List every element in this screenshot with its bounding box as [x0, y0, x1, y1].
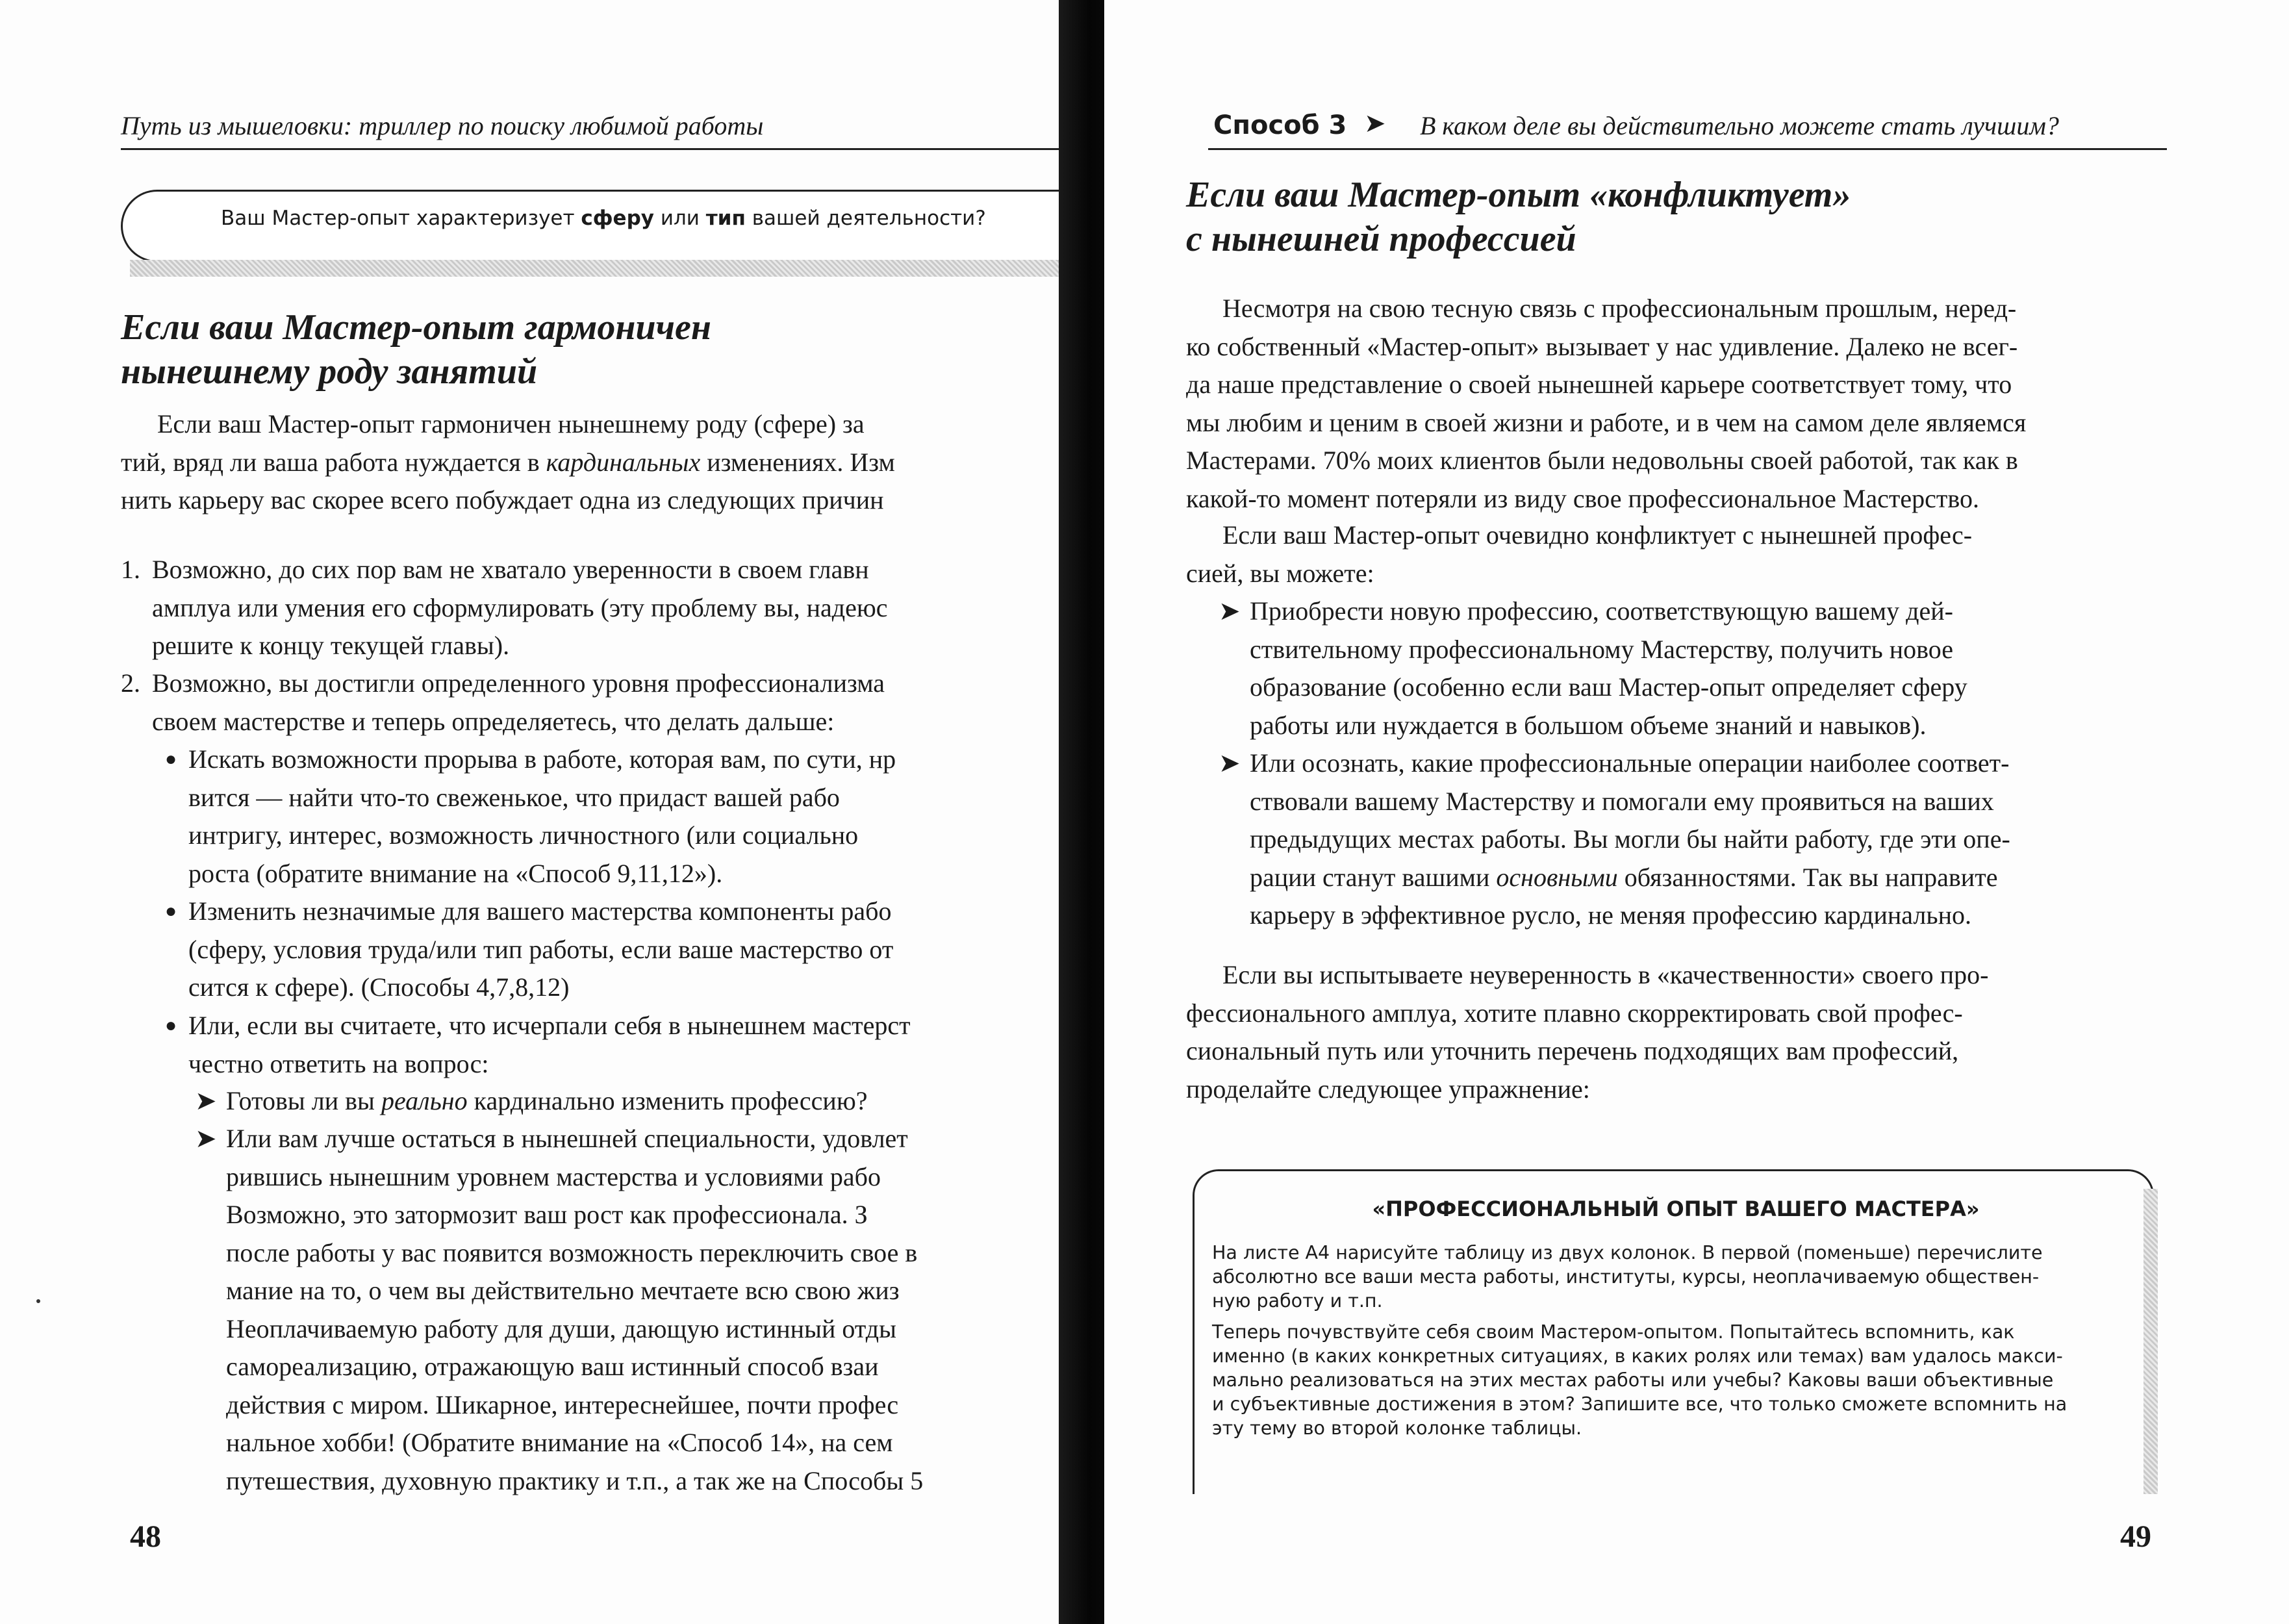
text-line: ствительному профессиональному Мастерству, получить новое: [1250, 634, 1953, 664]
text-run: тий, вряд ли ваша работа нуждается в: [121, 447, 546, 477]
text-line: абсолютно все ваши места работы, институты, курсы, неоплачиваемую обществен-: [1212, 1266, 2040, 1288]
text-line: ствовали вашему Мастерству и помогали ему проявиться на ваших: [1250, 786, 1994, 816]
text-line: сится к сфере). (Способы 4,7,8,12): [188, 972, 570, 1002]
arrow-bullet-icon: ➤: [195, 1086, 217, 1115]
arrow-bullet-icon: ➤: [195, 1124, 217, 1153]
italic-run: основными: [1496, 862, 1618, 892]
right-header-rule: [1208, 148, 2167, 150]
text-line: Или, если вы считаете, что исчерпали себя в нынешнем мастерст: [188, 1011, 911, 1040]
text-line: Возможно, до сих пор вам не хватало уверенности в своем главн: [152, 555, 869, 584]
text-line: Несмотря на свою тесную связь с профессиональным прошлым, неред-: [1222, 294, 2017, 323]
text-line: мание на то, о чем вы действительно мечтаете всю свою жиз: [226, 1276, 900, 1305]
arrow-bullet-icon: ➤: [1219, 748, 1241, 778]
callout-text-1: Ваш Мастер-опыт характеризует: [221, 207, 581, 230]
text-line: Или осознать, какие профессиональные операции наиболее соответ-: [1250, 748, 2010, 778]
right-section-heading: [1186, 173, 1851, 261]
text-line: Изменить незначимые для вашего мастерства компоненты рабо: [188, 896, 892, 926]
right-arrow-item-1: [1219, 592, 1967, 744]
exercise-paragraph-1: [1212, 1241, 2042, 1313]
text-run: изменениях. Изм: [700, 447, 895, 477]
bullet-dot: ●: [165, 900, 177, 922]
text-line: образование (особенно если ваш Мастер-опыт определяет сферу: [1250, 672, 1967, 702]
text-line: ко собственный «Мастер-опыт» вызывает у нас удивление. Далеко не всег-: [1186, 331, 2018, 361]
text-line: [1250, 859, 2010, 897]
bullet-item-1: [165, 741, 896, 893]
text-line: мы любим и ценим в своей жизни и работе, и в чем на самом деле являемся: [1186, 407, 2027, 437]
callout-text-3: вашей деятельности?: [745, 207, 986, 230]
text-line: Возможно, вы достигли определенного уровня профессионализма: [152, 668, 885, 698]
chapter-arrow-icon: ➤: [1364, 108, 1386, 138]
text-line: предыдущих местах работы. Вы могли бы найти работу, где эти опе-: [1250, 824, 2010, 854]
left-page: [0, 0, 1065, 1624]
text-line: На листе А4 нарисуйте таблицу из двух колонок. В первой (поменьше) перечислите: [1212, 1242, 2043, 1263]
text-line: честно ответить на вопрос:: [188, 1048, 489, 1078]
text-run: кардинально изменить профессию?: [467, 1086, 868, 1115]
text-line: Искать возможности прорыва в работе, которая вам, по сути, нр: [188, 744, 896, 774]
left-heading-line: Если ваш Мастер-опыт гармоничен: [121, 307, 711, 348]
text-line: [121, 444, 895, 482]
left-page-number: 48: [130, 1519, 161, 1554]
callout-shadow: [130, 260, 1065, 277]
right-page: [1104, 0, 2289, 1624]
numbered-item-2: [121, 665, 885, 741]
callout-bold-type: тип: [705, 207, 746, 230]
bullet-item-2: [165, 893, 893, 1007]
text-line: роста (обратите внимание на «Способ 9,11,12»).: [188, 858, 723, 888]
text-line: фессионального амплуа, хотите плавно скорректировать свой профес-: [1186, 998, 1963, 1028]
left-heading-line: нынешнему роду занятий: [121, 351, 538, 392]
left-header-rule: [121, 148, 1065, 150]
chapter-label: Способ 3: [1213, 110, 1347, 140]
italic-run: реально: [381, 1086, 468, 1115]
text-line: Неоплачиваемую работу для души, дающую истинный отды: [226, 1313, 897, 1343]
left-section-heading: [121, 305, 711, 394]
text-line: действия с миром. Шикарное, интереснейшее, почти профес: [226, 1389, 899, 1419]
text-line: решите к концу текущей главы).: [152, 631, 510, 660]
arrow-item-2: [195, 1120, 923, 1500]
text-run: обязанностями. Так вы направите: [1617, 862, 1998, 892]
arrow-item-1: [195, 1082, 867, 1121]
scan-speck: [36, 1299, 40, 1303]
right-paragraph-2: [1186, 516, 1972, 592]
text-line: сиональный путь или уточнить перечень подходящих вам профессий,: [1186, 1036, 1959, 1065]
right-heading-line: с нынешней профессией: [1186, 219, 1576, 259]
text-line: Или вам лучше остаться в нынешней специальности, удовлет: [226, 1124, 908, 1153]
right-paragraph-1: [1186, 290, 2026, 518]
numbered-item-1: [121, 551, 888, 665]
text-line: Мастерами. 70% моих клиентов были недовольны своей работой, так как в: [1186, 446, 2018, 475]
text-line: и субъективные достижения в этом? Запишите все, что только сможете вспомнить на: [1212, 1393, 2068, 1415]
text-line: какой-то момент потеряли из виду свое профессиональное Мастерство.: [1186, 483, 1980, 513]
text-line: амплуа или умения его сформулировать (эту проблему вы, надеюс: [152, 592, 888, 622]
bullet-item-3: [165, 1007, 911, 1083]
left-running-head: Путь из мышеловки: триллер по поиску любимой работы: [121, 111, 764, 140]
text-line: Возможно, это затормозит ваш рост как профессионала. З: [226, 1200, 868, 1229]
text-line: проделайте следующее упражнение:: [1186, 1074, 1590, 1104]
text-line: Если ваш Мастер-опыт очевидно конфликтует с нынешней профес-: [1222, 520, 1973, 550]
text-line: нить карьеру вас скорее всего побуждает одна из следующих причин: [121, 485, 884, 514]
right-arrow-item-2: [1219, 744, 2010, 935]
chapter-title: В каком деле вы действительно можете стать лучшим?: [1420, 111, 2059, 140]
text-line: да наше представление о своей нынешней карьере соответствует тому, что: [1186, 370, 2012, 399]
text-line: (сферу, условия труда/или тип работы, если ваше мастерство от: [188, 934, 894, 964]
text-line: сией, вы можете:: [1186, 558, 1374, 588]
left-intro-paragraph: [121, 405, 895, 520]
text-line: своем мастерстве и теперь определяетесь, что делать дальше:: [152, 706, 835, 736]
right-page-number: 49: [2120, 1519, 2151, 1554]
text-line: нальное хобби! (Обратите внимание на «Способ 14», на сем: [226, 1428, 893, 1457]
text-line: мально реализоваться на этих местах работы или учебы? Каковы ваши объективные: [1212, 1369, 2054, 1391]
callout-question: [221, 207, 986, 230]
text-line: Если ваш Мастер-опыт гармоничен нынешнему роду (сфере) за: [157, 409, 865, 438]
text-line: работы или нуждается в большом объеме знаний и навыков).: [1250, 710, 1927, 740]
text-line: Если вы испытываете неуверенность в «качественности» своего про-: [1222, 960, 1989, 989]
text-line: вится — найти что-то свеженькое, что придаст вашей рабо: [188, 782, 840, 812]
text-line: самореализацию, отражающую ваш истинный способ взаи: [226, 1352, 879, 1381]
arrow-bullet-icon: ➤: [1219, 596, 1241, 626]
exercise-title: «ПРОФЕССИОНАЛЬНЫЙ ОПЫТ ВАШЕГО МАСТЕРА»: [1372, 1197, 1980, 1221]
text-line: Приобрести новую профессию, соответствующую вашему дей-: [1250, 596, 1953, 626]
italic-run: кардинальных: [546, 447, 701, 477]
text-line: интригу, интерес, возможность личностного (или социально: [188, 820, 859, 850]
text-line: путешествия, духовную практику и т.п., а так же на Способы 5: [226, 1465, 924, 1495]
text-line: Теперь почувствуйте себя своим Мастером-опытом. Попытайтесь вспомнить, как: [1212, 1321, 2015, 1343]
text-run: рации станут вашими: [1250, 862, 1497, 892]
bullet-dot: ●: [165, 748, 177, 770]
bullet-dot: ●: [165, 1015, 177, 1036]
exercise-box-shadow: [2144, 1189, 2158, 1494]
text-line: после работы у вас появится возможность переключить свое в: [226, 1237, 918, 1267]
callout-text-2: или: [653, 207, 706, 230]
item-number: 2.: [121, 668, 140, 698]
text-line: карьеру в эффективное русло, не меняя профессию кардинально.: [1250, 900, 1971, 930]
right-heading-line: Если ваш Мастер-опыт «конфликтует»: [1186, 175, 1851, 215]
item-number: 1.: [121, 555, 140, 584]
callout-bold-sphere: сферу: [581, 207, 654, 230]
exercise-paragraph-2: [1212, 1320, 2067, 1440]
text-line: рившись нынешним уровнем мастерства и условиями рабо: [226, 1161, 881, 1191]
text-line: ную работу и т.п.: [1212, 1290, 1383, 1312]
text-line: эту тему во второй колонке таблицы.: [1212, 1417, 1582, 1439]
text-line: именно (в каких конкретных ситуациях, в каких ролях или темах) вам удалось макси-: [1212, 1345, 2063, 1367]
text-run: Готовы ли вы: [226, 1086, 381, 1115]
right-paragraph-3: [1186, 956, 1988, 1108]
